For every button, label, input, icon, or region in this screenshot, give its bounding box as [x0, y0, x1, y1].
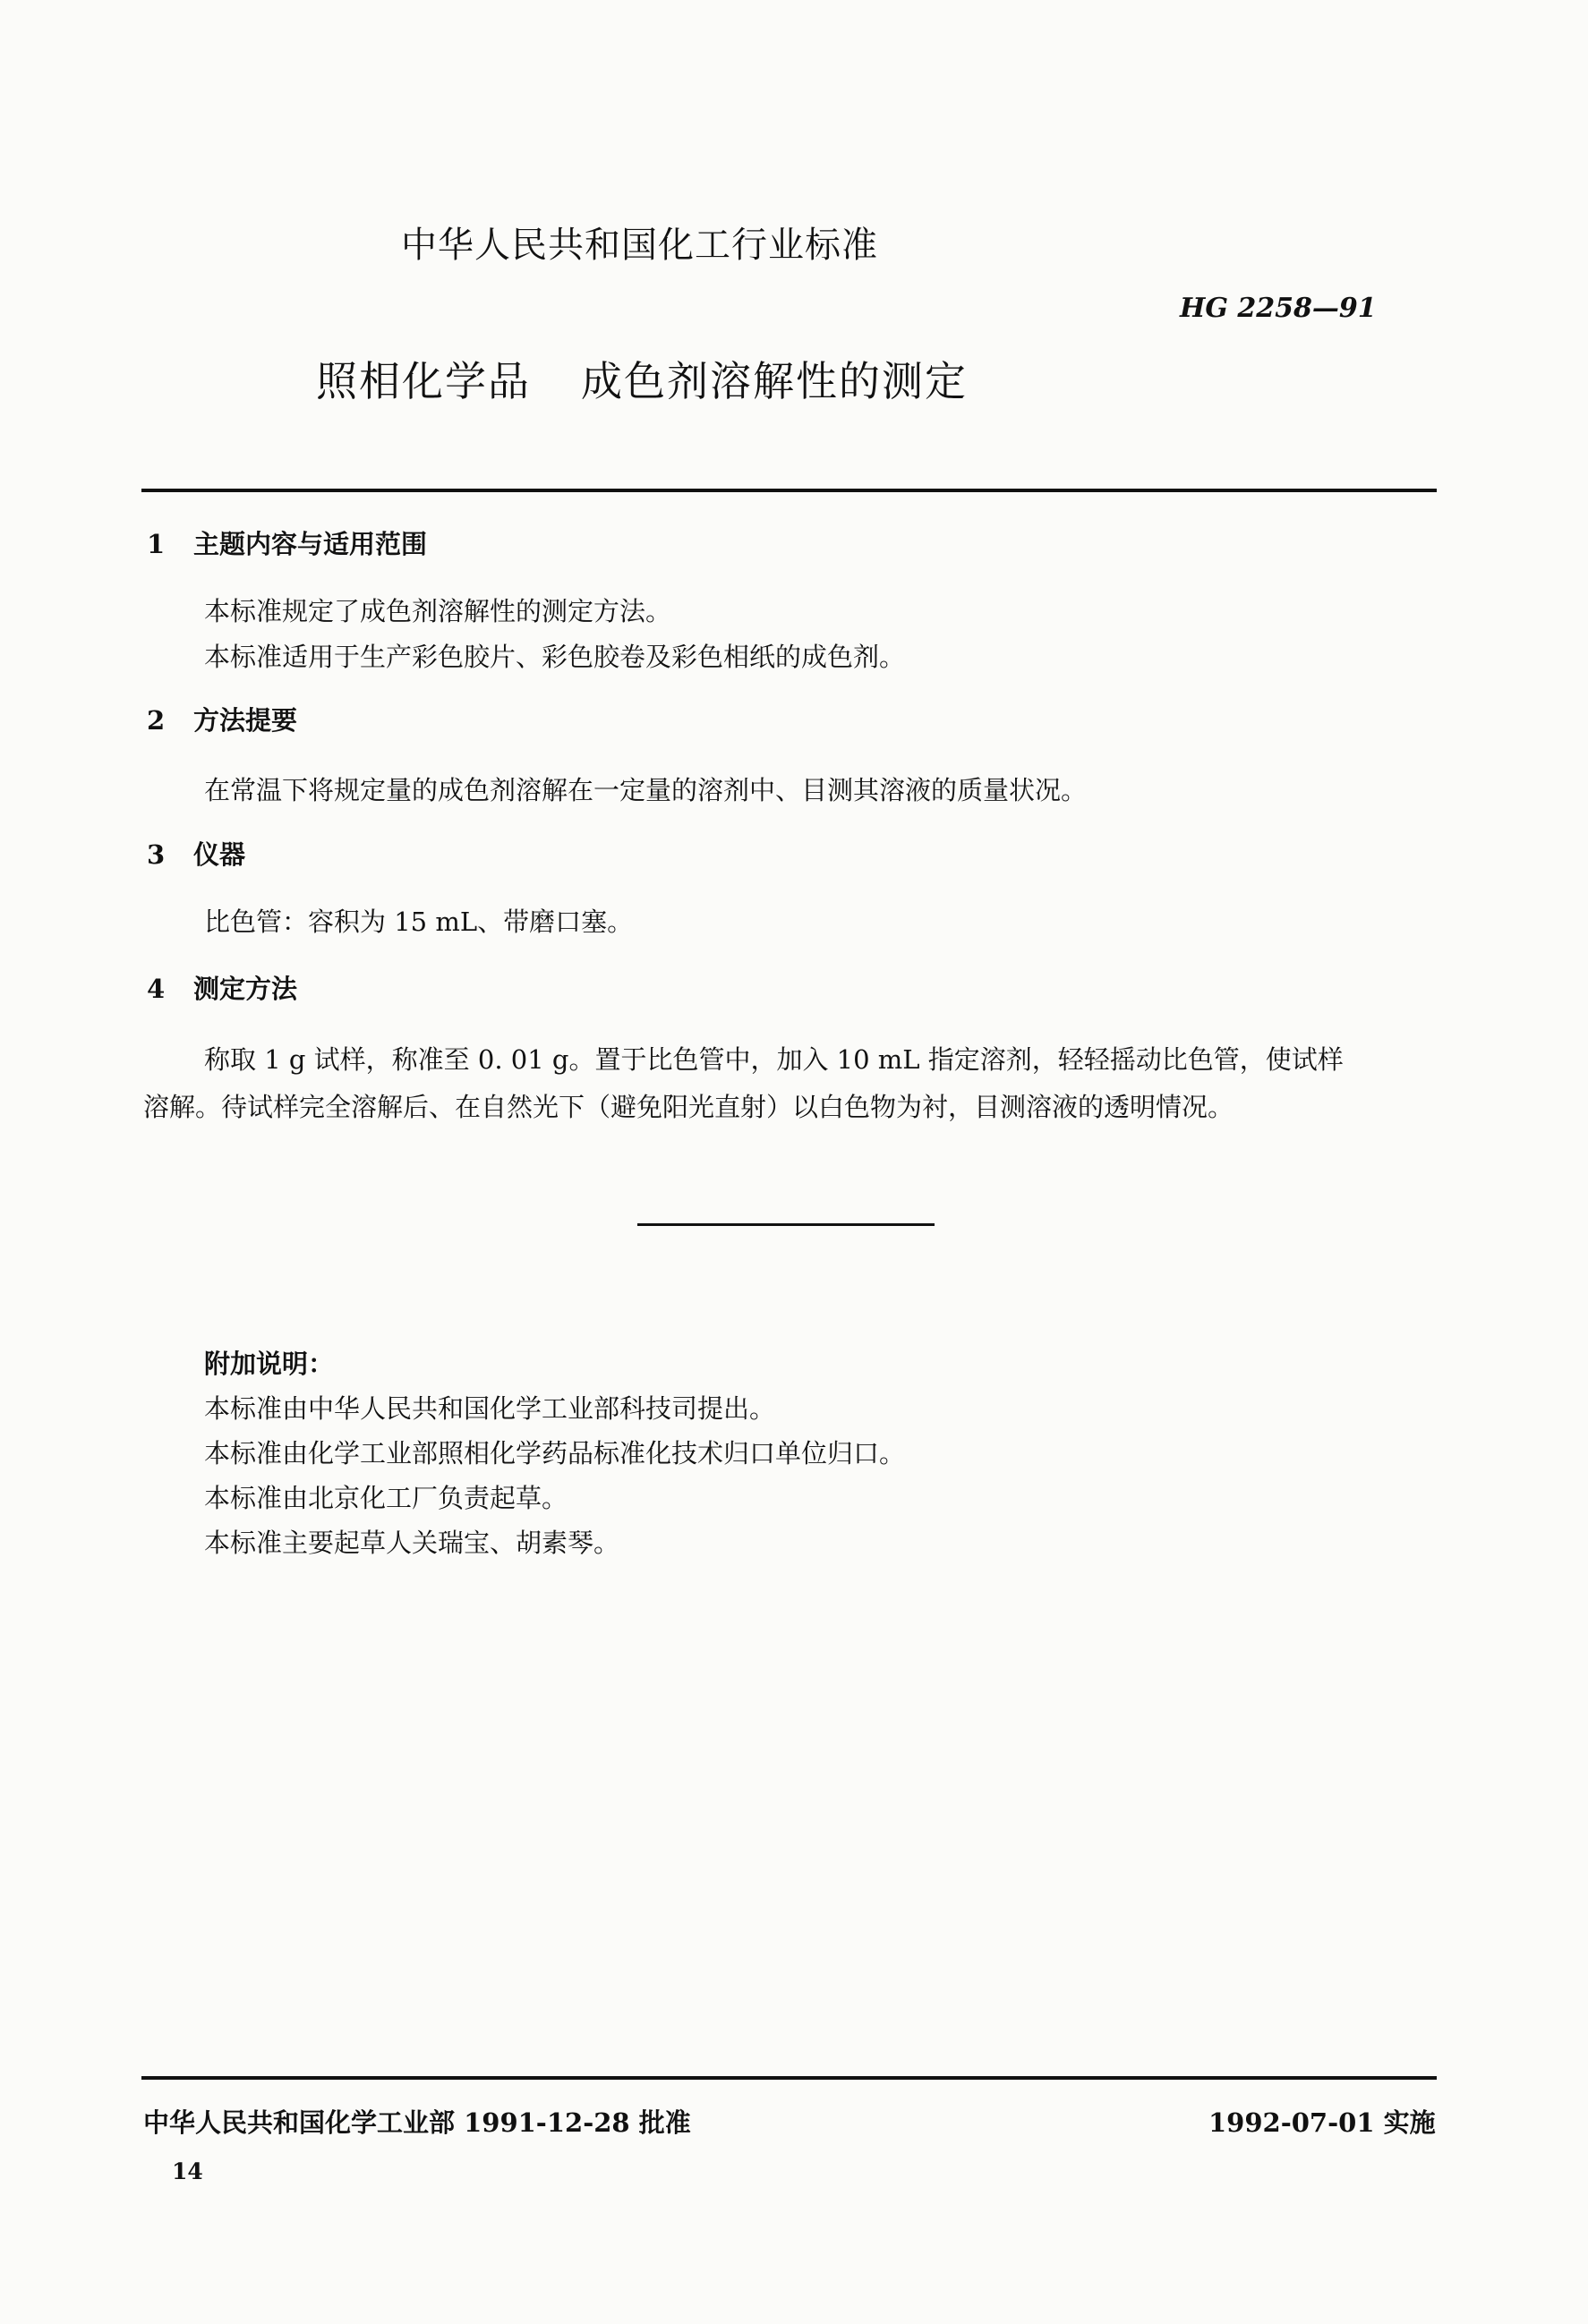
section-heading [147, 524, 427, 561]
section-heading [147, 701, 297, 737]
section-paragraph: 本标准适用于生产彩色胶片、彩色胶卷及彩色相纸的成色剂。 [204, 642, 906, 672]
section-paragraph: 本标准规定了成色剂溶解性的测定方法。 [204, 596, 672, 626]
section-title: 主题内容与适用范围 [193, 529, 428, 559]
additional-note-line: 本标准主要起草人关瑞宝、胡素琴。 [204, 1528, 620, 1558]
section-paragraph: 比色管：容积为 15 mL、带磨口塞。 [204, 907, 634, 937]
document-title-part2: 成色剂溶解性的测定 [581, 357, 968, 405]
section-number: 1 [147, 529, 166, 559]
footer-divider [141, 2076, 1437, 2080]
section-paragraph: 在常温下将规定量的成色剂溶解在一定量的溶剂中、目测其溶液的质量状况。 [204, 775, 1088, 805]
section-end-divider [637, 1223, 935, 1226]
additional-notes-title: 附加说明： [204, 1349, 335, 1379]
section-number: 2 [147, 705, 166, 736]
additional-note-line: 本标准由北京化工厂负责起草。 [204, 1483, 568, 1513]
document-title [316, 349, 968, 408]
approval-date: 中华人民共和国化学工业部 1991-12-28 批准 [143, 2107, 691, 2138]
document-title-part1: 照相化学品 [316, 357, 531, 405]
effective-date: 1992-07-01 实施 [1208, 2107, 1436, 2138]
section-heading [147, 969, 297, 1006]
section-title: 仪器 [193, 839, 246, 870]
section-heading [147, 835, 245, 872]
section-paragraph: 称取 1 g 试样，称准至 0. 01 g。置于比色管中，加入 10 mL 指定溶剂，轻轻摇动比色管，使试样 [204, 1044, 1344, 1075]
additional-note-line: 本标准由化学工业部照相化学药品标准化技术归口单位归口。 [204, 1438, 906, 1468]
section-title: 方法提要 [193, 705, 298, 736]
page-number: 14 [172, 2158, 203, 2184]
standard-organization-heading: 中华人民共和国化工行业标准 [401, 225, 878, 266]
section-number: 3 [147, 839, 166, 870]
section-title: 测定方法 [193, 974, 298, 1004]
header-divider [141, 489, 1437, 492]
additional-note-line: 本标准由中华人民共和国化学工业部科技司提出。 [204, 1393, 776, 1424]
section-number: 4 [147, 974, 166, 1004]
section-paragraph: 溶解。待试样完全溶解后、在自然光下（避免阳光直射）以白色物为衬，目测溶液的透明情况。 [143, 1092, 1234, 1122]
standard-code: HG 2258—91 [1180, 293, 1377, 324]
